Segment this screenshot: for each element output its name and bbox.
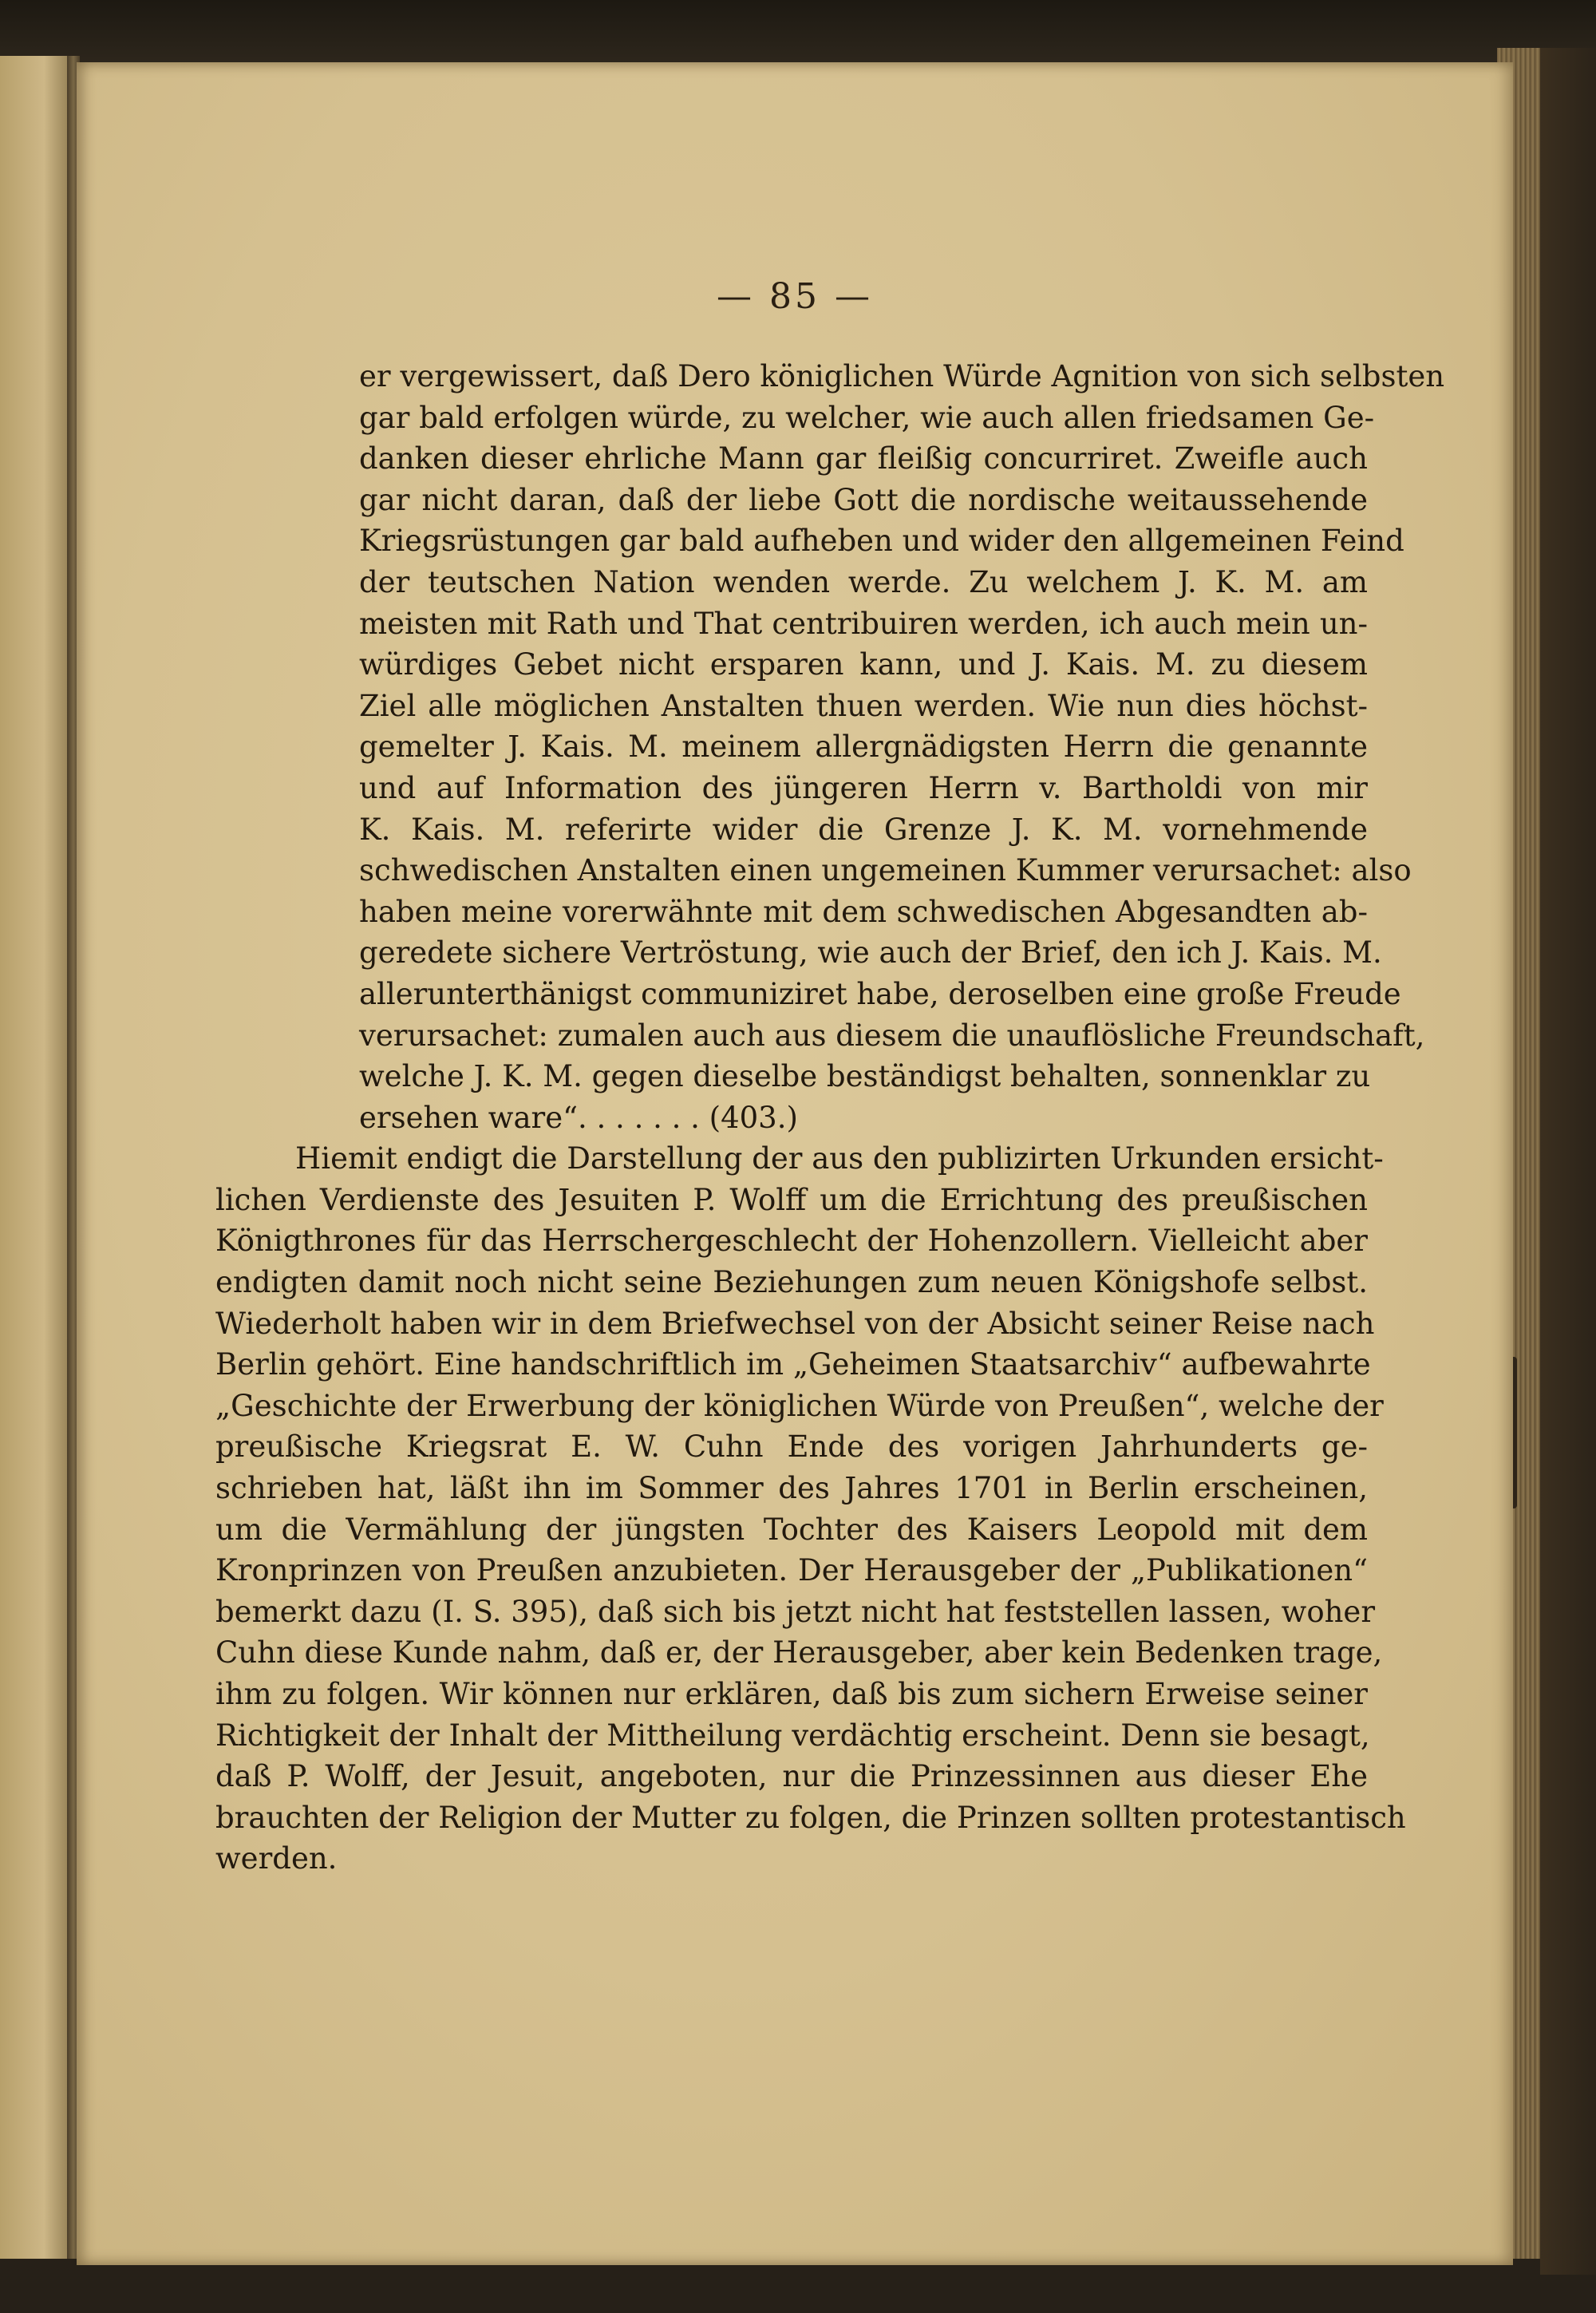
body-paragraph — [215, 1138, 1406, 1880]
quote-line: würdiges Gebet nicht ersparen kann, und J. Kais. M. zu diesem — [359, 647, 1368, 682]
quote-line: K. Kais. M. referirte wider die Grenze J. K. M. vornehmende — [359, 812, 1368, 847]
body-line: Cuhn diese Kunde nahm, daß er, der Herausgeber, aber kein Bedenken trage, — [215, 1635, 1383, 1670]
quote-line: danken dieser ehrliche Mann gar fleißig concurriret. Zweifle auch — [359, 441, 1368, 476]
body-line: daß P. Wolff, der Jesuit, angeboten, nur die Prinzessinnen aus dieser Ehe — [215, 1759, 1368, 1794]
quote-line: welche J. K. M. gegen dieselbe beständigst behalten, sonnenklar zu — [359, 1059, 1371, 1094]
body-line: werden. — [215, 1841, 338, 1876]
quote-line: Kriegsrüstungen gar bald aufheben und wider den allgemeinen Feind — [359, 524, 1404, 559]
quote-line: der teutschen Nation wenden werde. Zu welchem J. K. M. am — [359, 564, 1368, 599]
body-line: endigten damit noch nicht seine Beziehungen zum neuen Königshofe selbst. — [215, 1265, 1368, 1300]
quote-line: und auf Information des jüngeren Herrn v. Bartholdi von mir — [359, 770, 1368, 805]
facing-page-edge — [0, 56, 73, 2259]
quote-line: ersehen ware“. . . . . . . (403.) — [359, 1100, 798, 1135]
quote-line: gar bald erfolgen würde, zu welcher, wie auch allen friedsamen Ge- — [359, 400, 1375, 435]
quote-line: Ziel alle möglichen Anstalten thuen werden. Wie nun dies höchst- — [359, 688, 1368, 723]
page-text — [215, 356, 1445, 1880]
body-line: Königthrones für das Herrschergeschlecht der Hohenzollern. Vielleicht aber — [215, 1224, 1368, 1259]
book-cover-board — [1540, 48, 1596, 2275]
quote-line: er vergewissert, daß Dero königlichen Würde Agnition von sich selbsten — [359, 359, 1445, 393]
quote-line: gemelter J. Kais. M. meinem allergnädigsten Herrn die genannte — [359, 729, 1368, 765]
page-number: — 85 — — [717, 276, 873, 317]
body-line: um die Vermählung der jüngsten Tochter des Kaisers Leopold mit dem — [215, 1512, 1368, 1547]
body-line: preußische Kriegsrat E. W. Cuhn Ende des vorigen Jahrhunderts ge- — [215, 1429, 1368, 1465]
body-line: Richtigkeit der Inhalt der Mittheilung verdächtig erscheint. Denn sie besagt, — [215, 1718, 1370, 1753]
scan-background-top — [0, 0, 1596, 64]
quote-line: haben meine vorerwähnte mit dem schwedischen Abgesandten ab- — [359, 894, 1368, 929]
book-page — [77, 62, 1513, 2265]
body-line: lichen Verdienste des Jesuiten P. Wolff um die Errichtung des preußischen — [215, 1182, 1368, 1217]
quote-line: schwedischen Anstalten einen ungemeinen Kummer verursachet: also — [359, 853, 1412, 888]
quote-line: geredete sichere Vertröstung, wie auch der Brief, den ich J. Kais. M. — [359, 935, 1382, 971]
quote-line: verursachet: zumalen auch aus diesem die unauflösliche Freundschaft, — [359, 1018, 1425, 1053]
quote-line: meisten mit Rath und That centribuiren werden, ich auch mein un- — [359, 606, 1368, 641]
body-line: brauchten der Religion der Mutter zu folgen, die Prinzen sollten protestantisch — [215, 1800, 1406, 1835]
quote-line: gar nicht daran, daß der liebe Gott die nordische weitaussehende — [359, 482, 1368, 517]
body-line: Kronprinzen von Preußen anzubieten. Der Herausgeber der „Publikationen“ — [215, 1553, 1368, 1588]
body-line: ihm zu folgen. Wir können nur erklären, daß bis zum sichern Erweise seiner — [215, 1677, 1368, 1711]
body-line: Wiederholt haben wir in dem Briefwechsel von der Absicht seiner Reise nach — [215, 1306, 1375, 1341]
quote-line: allerunterthänigst communiziret habe, deroselben eine große Freude — [359, 976, 1401, 1011]
body-line: Hiemit endigt die Darstellung der aus den publizirten Urkunden ersicht- — [295, 1141, 1384, 1176]
body-line: schrieben hat, läßt ihn im Sommer des Jahres 1701 in Berlin erscheinen, — [215, 1471, 1368, 1506]
quotation-block — [215, 356, 1445, 1138]
body-line: „Geschichte der Erwerbung der königlichen Würde von Preußen“, welche der — [215, 1388, 1384, 1423]
body-line: Berlin gehört. Eine handschriftlich im „Geheimen Staatsarchiv“ aufbewahrte — [215, 1347, 1371, 1382]
body-line: bemerkt dazu (I. S. 395), daß sich bis jetzt nicht hat feststellen lassen, woher — [215, 1594, 1376, 1629]
